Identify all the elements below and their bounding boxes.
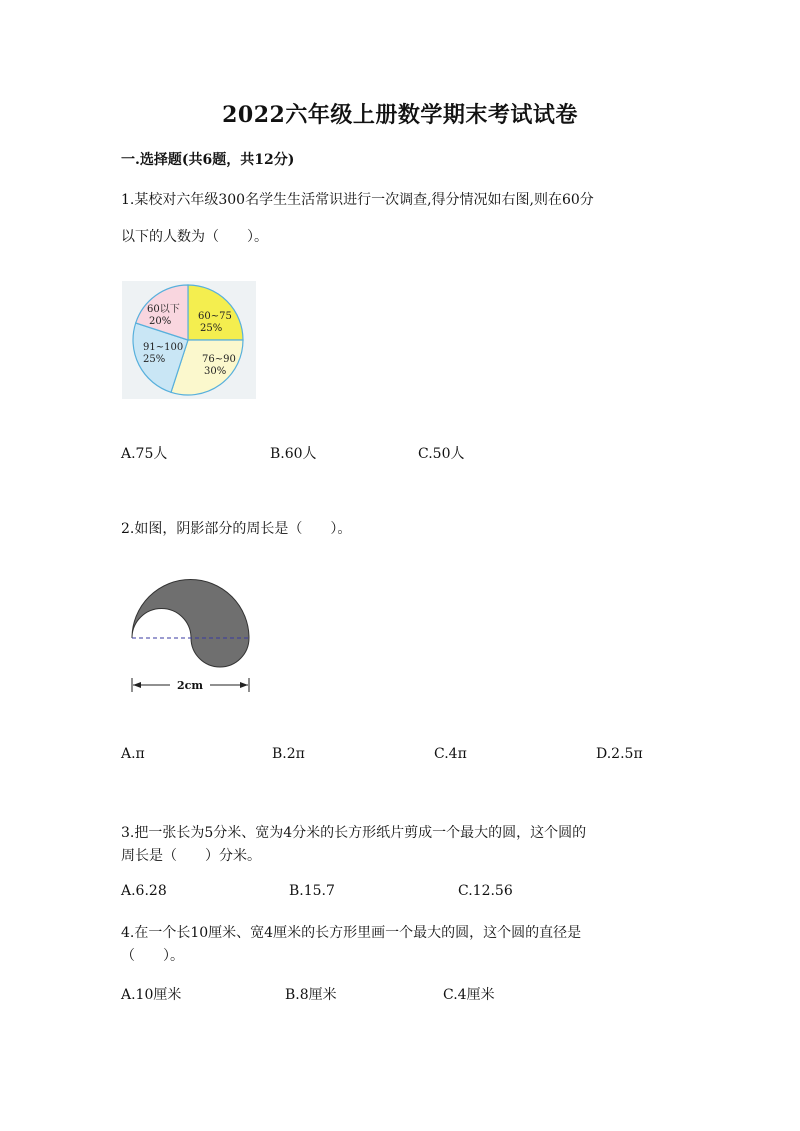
pie-pct-76-90: 30% [204,366,227,377]
arrow-right-icon [240,682,248,688]
pie-label-60-75: 60~75 [198,311,232,322]
pie-pct-91-100: 25% [143,354,166,365]
arrow-left-icon [133,682,141,688]
question-3-line-2: 周长是（ ）分米。 [121,848,261,864]
question-4-line-1: 4.在一个长10厘米、宽4厘米的长方形里画一个最大的圆，这个圆的直径是 [121,925,582,941]
pie-pct-below-60: 20% [149,316,172,327]
pie-chart-figure [122,281,256,399]
question-4-line-2: （ ）。 [121,948,184,964]
question-1-option-a[interactable]: A.75人 [121,446,168,462]
question-3-line-1: 3.把一张长为5分米、宽为4分米的长方形纸片剪成一个最大的圆，这个圆的 [121,825,587,841]
question-2-line-1: 2.如图，阴影部分的周长是（ ）。 [121,521,352,537]
question-2-option-d[interactable]: D.2.5π [596,746,643,762]
question-1-option-b[interactable]: B.60人 [270,446,317,462]
dimension-label: 2cm [177,679,203,692]
shaded-region [132,580,249,667]
question-1-line-1: 1.某校对六年级300名学生生活常识进行一次调查,得分情况如右图,则在60分 [121,192,594,208]
exam-title: 2022六年级上册数学期末考试试卷 [222,102,578,128]
shaded-figure [122,575,257,697]
question-2-option-b[interactable]: B.2π [272,746,305,762]
pie-pct-60-75: 25% [200,323,223,334]
question-3-option-c[interactable]: C.12.56 [458,883,513,899]
question-1-option-c[interactable]: C.50人 [418,446,465,462]
question-4-option-c[interactable]: C.4厘米 [443,987,495,1003]
question-2-option-c[interactable]: C.4π [434,746,467,762]
question-4-option-b[interactable]: B.8厘米 [285,987,337,1003]
pie-label-below-60: 60以下 [147,304,180,315]
question-1-line-2: 以下的人数为（ ）。 [121,229,268,245]
question-4-option-a[interactable]: A.10厘米 [121,987,182,1003]
question-2-option-a[interactable]: A.π [121,746,145,762]
question-3-option-a[interactable]: A.6.28 [121,883,167,899]
section-heading: 一.选择题(共6题，共12分) [121,152,295,168]
pie-label-91-100: 91~100 [143,342,184,353]
question-3-option-b[interactable]: B.15.7 [289,883,335,899]
pie-label-76-90: 76~90 [202,354,236,365]
